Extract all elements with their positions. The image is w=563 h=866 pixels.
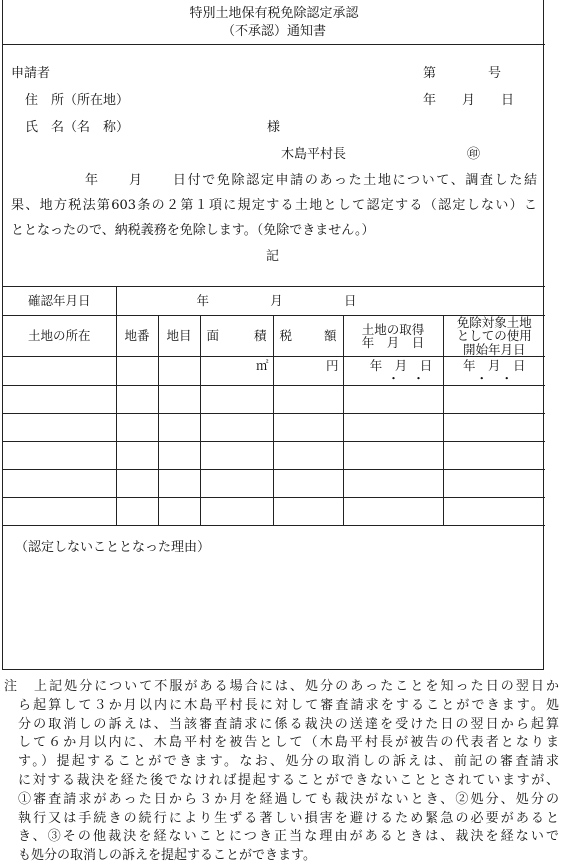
appeal-note <box>4 678 559 866</box>
confirm-date-value <box>116 287 545 316</box>
seal-mark: ㊞ <box>467 147 481 162</box>
confirm-year: 年 <box>196 293 210 309</box>
table-row <box>3 357 545 386</box>
applicant-label: 申請者 <box>11 66 51 81</box>
confirm-day: 日 <box>343 293 357 309</box>
acquisition-header <box>343 316 443 357</box>
area-header-char1: 面 <box>206 328 220 344</box>
column-header-row <box>3 316 545 357</box>
acquisition-header-line1: 土地の取得 <box>361 321 425 337</box>
tax-unit: 円 <box>273 357 343 386</box>
chimoku-header: 地目 <box>158 316 200 357</box>
acquisition-header-line2: 年 月 日 <box>361 335 425 350</box>
usage-date-units: 年 月 日 <box>463 358 526 373</box>
note-line: ①審査請求があった日から３か月を経過しても裁決がないとき、②処分、処分の <box>18 791 559 807</box>
usage-header-line1: 免除対象土地 <box>456 315 532 331</box>
location-cell <box>3 357 116 386</box>
chiban-header: 地番 <box>116 316 158 357</box>
tax-header <box>273 316 343 357</box>
document-number-label: 第 号 <box>423 66 502 81</box>
location-header: 土地の所在 <box>3 316 116 357</box>
usage-header <box>443 316 545 357</box>
chimoku-cell <box>158 357 200 386</box>
note-line: 上記処分について不服がある場合には、処分のあったことを知った日の翌日か <box>34 679 559 694</box>
form-title: 特別土地保有税免除認定承認 <box>189 6 359 21</box>
note-line: す。）提起することができます。なお、処分の取消しの訴えは、前記の審査請求 <box>18 754 559 770</box>
confirm-date-row <box>3 287 545 316</box>
area-unit: ㎡ <box>200 357 273 386</box>
table-row <box>3 498 545 526</box>
table-row <box>3 414 545 442</box>
body-line-2: 果、地方税法第603条の２第１項に規定する土地として認定する（認定しない）こ <box>11 198 537 213</box>
confirm-date-label: 確認年月日 <box>3 287 116 316</box>
acquisition-date-dots: ・ ・ <box>387 371 425 387</box>
note-line: も処分の取消しの訴えを提起することができます。 <box>18 848 316 864</box>
land-details-table <box>3 286 545 526</box>
note-line: き、③その他裁決を経ないことにつき正当な理由があるときは、裁決を経ないで <box>18 829 559 845</box>
table-row <box>3 442 545 470</box>
title-divider <box>3 44 545 45</box>
usage-header-line2: としての使用 <box>456 328 532 344</box>
reason-label: （認定しないこととなった理由） <box>15 540 211 555</box>
usage-date-dots: ・ ・ <box>475 371 514 387</box>
usage-date-cell <box>443 357 545 386</box>
note-line: に対する裁決を経た後でなければ提起することができないこととされていますが、 <box>18 772 559 788</box>
body-line-3: ととなったので、納税義務を免除します。（免除できません。） <box>11 223 375 238</box>
note-line: 執行又は手続きの続行により生ずる著しい損害を避けるため緊急の必要があると <box>18 810 559 826</box>
issue-date-label: 年 月 日 <box>423 93 515 108</box>
form-subtitle: （不承認）通知書 <box>221 24 326 39</box>
note-line: して６か月以内に、木島平村を被告として（木島平村長が被告の代表者となりま <box>18 735 559 751</box>
notice-form-frame <box>2 0 544 670</box>
area-header <box>200 316 273 357</box>
confirm-month: 月 <box>270 293 283 309</box>
acquisition-date-units: 年 月 日 <box>369 358 433 373</box>
chiban-cell <box>116 357 158 386</box>
tax-header-char1: 税 <box>279 328 293 344</box>
table-row <box>3 470 545 498</box>
table-row <box>3 386 545 414</box>
issuer-mayor: 木島平村長 <box>281 147 347 162</box>
ki-heading: 記 <box>266 249 280 264</box>
note-line: 分の取消しの訴えは、当該審査請求に係る裁決の送達を受けた日の翌日から起算 <box>18 716 559 732</box>
address-label: 住 所（所在地） <box>25 93 130 108</box>
note-line: ら起算して３か月以内に木島平村長に対して審査請求をすることができます。処 <box>18 697 559 713</box>
body-line-1: 年 月 日付で免除認定申請のあった土地について、調査した結 <box>85 173 537 188</box>
note-head: 注 <box>4 679 18 694</box>
honorific: 様 <box>267 120 281 135</box>
acquisition-date-cell <box>343 357 443 386</box>
tax-header-char2: 額 <box>323 328 337 344</box>
name-label: 氏 名（名 称） <box>25 120 130 135</box>
usage-header-line3: 開始年月日 <box>463 341 526 357</box>
area-header-char2: 積 <box>253 328 267 344</box>
